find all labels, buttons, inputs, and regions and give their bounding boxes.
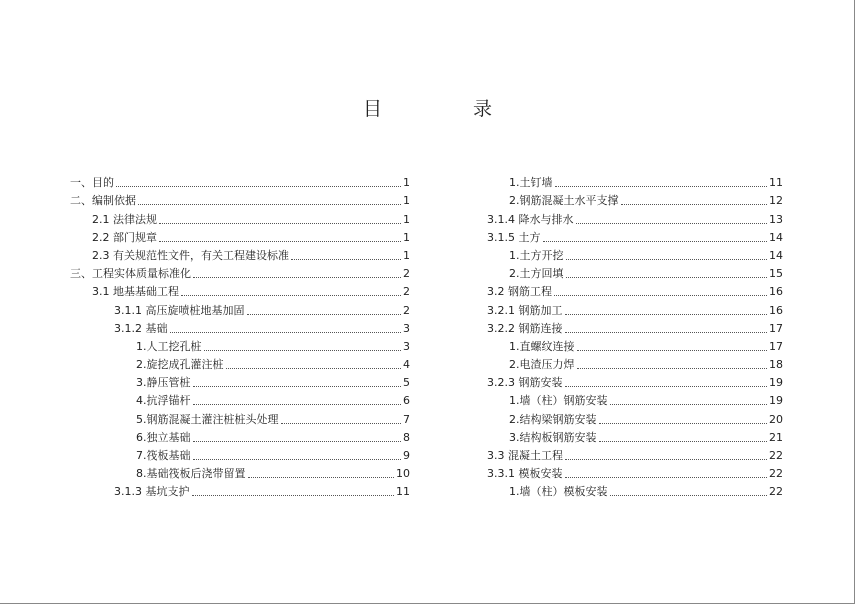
toc-dot-leader — [193, 386, 402, 387]
toc-page-number: 6 — [403, 394, 410, 408]
toc-entry[interactable] — [465, 372, 783, 390]
toc-entry-label: 3.2.1 钢筋加工 — [487, 303, 563, 317]
toc-entry-label: 5.钢筋混凝土灌注桩桩头处理 — [136, 412, 279, 426]
toc-dot-leader — [555, 186, 768, 187]
toc-entry[interactable] — [465, 263, 783, 281]
toc-dot-leader — [610, 495, 768, 496]
toc-page-number: 2 — [403, 285, 410, 299]
toc-dot-leader — [170, 332, 402, 333]
toc-entry-label: 1.土钉墙 — [509, 176, 553, 190]
toc-entry[interactable] — [465, 190, 783, 208]
toc-entry[interactable] — [70, 372, 410, 390]
toc-entry-label: 3.2.2 钢筋连接 — [487, 321, 563, 335]
toc-right-column — [465, 172, 783, 499]
toc-entry-label: 4.抗浮锚杆 — [136, 394, 191, 408]
toc-entry[interactable] — [465, 463, 783, 481]
toc-page-number: 22 — [769, 467, 783, 481]
toc-entry[interactable] — [70, 208, 410, 226]
toc-dot-leader — [192, 495, 395, 496]
toc-entry[interactable] — [70, 318, 410, 336]
toc-page-number: 20 — [769, 412, 783, 426]
toc-entry[interactable] — [465, 445, 783, 463]
toc-dot-leader — [565, 314, 768, 315]
toc-dot-leader — [193, 277, 401, 278]
toc-entry[interactable] — [70, 463, 410, 481]
toc-dot-leader — [226, 368, 402, 369]
toc-entry[interactable] — [465, 172, 783, 190]
toc-page-number: 7 — [403, 412, 410, 426]
toc-entry-label: 三、工程实体质量标准化 — [70, 267, 191, 281]
toc-entry[interactable] — [70, 427, 410, 445]
toc-entry[interactable] — [70, 245, 410, 263]
toc-page-number: 9 — [403, 449, 410, 462]
toc-entry-label: 3.1.2 基础 — [114, 321, 168, 335]
toc-left-column — [70, 172, 410, 499]
toc-entry[interactable] — [70, 445, 410, 463]
toc-entry[interactable] — [70, 281, 410, 299]
toc-page-number: 12 — [769, 194, 783, 208]
toc-dot-leader — [599, 423, 768, 424]
toc-entry-label: 6.独立基础 — [136, 430, 191, 444]
toc-entry-label: 2.电渣压力焊 — [509, 358, 575, 372]
toc-dot-leader — [577, 350, 768, 351]
toc-entry-label: 2.旋挖成孔灌注桩 — [136, 358, 224, 372]
toc-entry-label: 1.直螺纹连接 — [509, 339, 575, 353]
toc-page-number: 17 — [769, 339, 783, 353]
toc-page-number: 16 — [769, 303, 783, 317]
toc-page-number: 5 — [403, 376, 410, 390]
toc-entry[interactable] — [465, 299, 783, 317]
toc-dot-leader — [610, 404, 768, 405]
toc-dot-leader — [291, 259, 401, 260]
toc-dot-leader — [138, 204, 401, 205]
toc-page-number: 11 — [769, 176, 783, 190]
toc-entry-label: 2.结构梁钢筋安装 — [509, 412, 597, 426]
toc-entry[interactable] — [70, 354, 410, 372]
toc-dot-leader — [281, 423, 402, 424]
toc-entry-label: 2.土方回填 — [509, 267, 564, 281]
toc-page-number: 1 — [403, 248, 410, 262]
toc-entry-label: 3.2 钢筋工程 — [487, 285, 552, 299]
toc-dot-leader — [565, 332, 768, 333]
toc-page-number: 1 — [403, 230, 410, 244]
toc-dot-leader — [565, 459, 767, 460]
toc-entry[interactable] — [70, 190, 410, 208]
toc-page-number: 17 — [769, 321, 783, 335]
toc-entry-label: 2.钢筋混凝土水平支撑 — [509, 194, 619, 208]
toc-dot-leader — [599, 441, 768, 442]
toc-page-number: 1 — [403, 176, 410, 190]
toc-entry-label: 7.筏板基础 — [136, 449, 191, 462]
toc-page-number: 19 — [769, 394, 783, 408]
toc-dot-leader — [577, 368, 768, 369]
toc-page-number: 18 — [769, 358, 783, 372]
toc-entry[interactable] — [70, 172, 410, 190]
toc-entry-label: 3.静压管桩 — [136, 376, 191, 390]
toc-dot-leader — [116, 186, 401, 187]
toc-entry-label: 二、编制依据 — [70, 194, 136, 208]
toc-dot-leader — [566, 277, 768, 278]
toc-entry-label: 3.3 混凝土工程 — [487, 449, 563, 462]
page-title: 目 录 — [362, 98, 528, 120]
toc-entry[interactable] — [465, 354, 783, 372]
toc-page-number: 10 — [396, 467, 410, 481]
toc-entry-label: 2.2 部门规章 — [92, 230, 157, 244]
toc-entry[interactable] — [70, 390, 410, 408]
toc-dot-leader — [193, 404, 402, 405]
toc-dot-leader — [621, 204, 768, 205]
toc-entry-label: 3.1.1 高压旋喷桩地基加固 — [114, 303, 245, 317]
toc-dot-leader — [159, 241, 401, 242]
toc-entry-label: 3.1.5 土方 — [487, 230, 541, 244]
toc-page-number: 1 — [403, 212, 410, 226]
toc-dot-leader — [159, 223, 401, 224]
toc-dot-leader — [181, 295, 401, 296]
toc-entry-label: 1.墙（柱）钢筋安装 — [509, 394, 608, 408]
toc-page-number: 14 — [769, 230, 783, 244]
toc-dot-leader — [193, 441, 402, 442]
toc-entry[interactable] — [465, 336, 783, 354]
toc-page-number: 19 — [769, 376, 783, 390]
toc-entry-label: 1.人工挖孔桩 — [136, 339, 202, 353]
toc-entry-label: 8.基础筏板后浇带留置 — [136, 467, 246, 481]
toc-entry-label: 1.墙（柱）模板安装 — [509, 485, 608, 499]
toc-entry[interactable] — [465, 408, 783, 426]
toc-entry-label: 1.土方开挖 — [509, 248, 564, 262]
toc-dot-leader — [247, 314, 402, 315]
toc-page-number: 15 — [769, 267, 783, 281]
toc-page-number: 21 — [769, 430, 783, 444]
toc-page-number: 3 — [403, 321, 410, 335]
toc-entry-label: 3.1.3 基坑支护 — [114, 485, 190, 499]
toc-entry-label: 3.1.4 降水与排水 — [487, 212, 574, 226]
toc-entry-label: 2.1 法律法规 — [92, 212, 157, 226]
toc-page-number: 1 — [403, 194, 410, 208]
toc-dot-leader — [566, 259, 768, 260]
toc-page-number: 2 — [403, 267, 410, 281]
toc-entry[interactable] — [465, 427, 783, 445]
toc-entry-label: 一、目的 — [70, 176, 114, 190]
toc-dot-leader — [554, 295, 767, 296]
toc-entry-label: 3.2.3 钢筋安装 — [487, 376, 563, 390]
toc-entry[interactable] — [465, 390, 783, 408]
toc-entry[interactable] — [465, 227, 783, 245]
toc-entry[interactable] — [465, 281, 783, 299]
toc-entry[interactable] — [70, 481, 410, 499]
toc-page-number: 2 — [403, 303, 410, 317]
toc-page-number: 3 — [403, 339, 410, 353]
toc-entry[interactable] — [70, 227, 410, 245]
toc-page-number: 16 — [769, 285, 783, 299]
toc-entry[interactable] — [465, 245, 783, 263]
toc-page-number: 4 — [403, 358, 410, 372]
toc-entry[interactable] — [465, 318, 783, 336]
toc-entry-label: 3.1 地基基础工程 — [92, 285, 179, 299]
toc-entry-label: 3.结构板钢筋安装 — [509, 430, 597, 444]
toc-entry[interactable] — [465, 208, 783, 226]
toc-entry[interactable] — [465, 481, 783, 499]
toc-page-number: 8 — [403, 430, 410, 444]
toc-entry[interactable] — [70, 336, 410, 354]
toc-page-number: 13 — [769, 212, 783, 226]
toc-entry-label: 3.3.1 模板安装 — [487, 467, 563, 481]
toc-entry[interactable] — [70, 299, 410, 317]
toc-dot-leader — [565, 477, 768, 478]
toc-entry[interactable] — [70, 408, 410, 426]
toc-entry[interactable] — [70, 263, 410, 281]
toc-entry-label: 2.3 有关规范性文件，有关工程建设标准 — [92, 248, 289, 262]
toc-dot-leader — [193, 459, 402, 460]
toc-page-number: 14 — [769, 248, 783, 262]
toc-dot-leader — [248, 477, 395, 478]
toc-page-number: 22 — [769, 449, 783, 462]
toc-dot-leader — [565, 386, 768, 387]
toc-dot-leader — [204, 350, 402, 351]
toc-page-number: 22 — [769, 485, 783, 499]
toc-dot-leader — [576, 223, 768, 224]
toc-page-number: 11 — [396, 485, 410, 499]
toc-dot-leader — [543, 241, 768, 242]
